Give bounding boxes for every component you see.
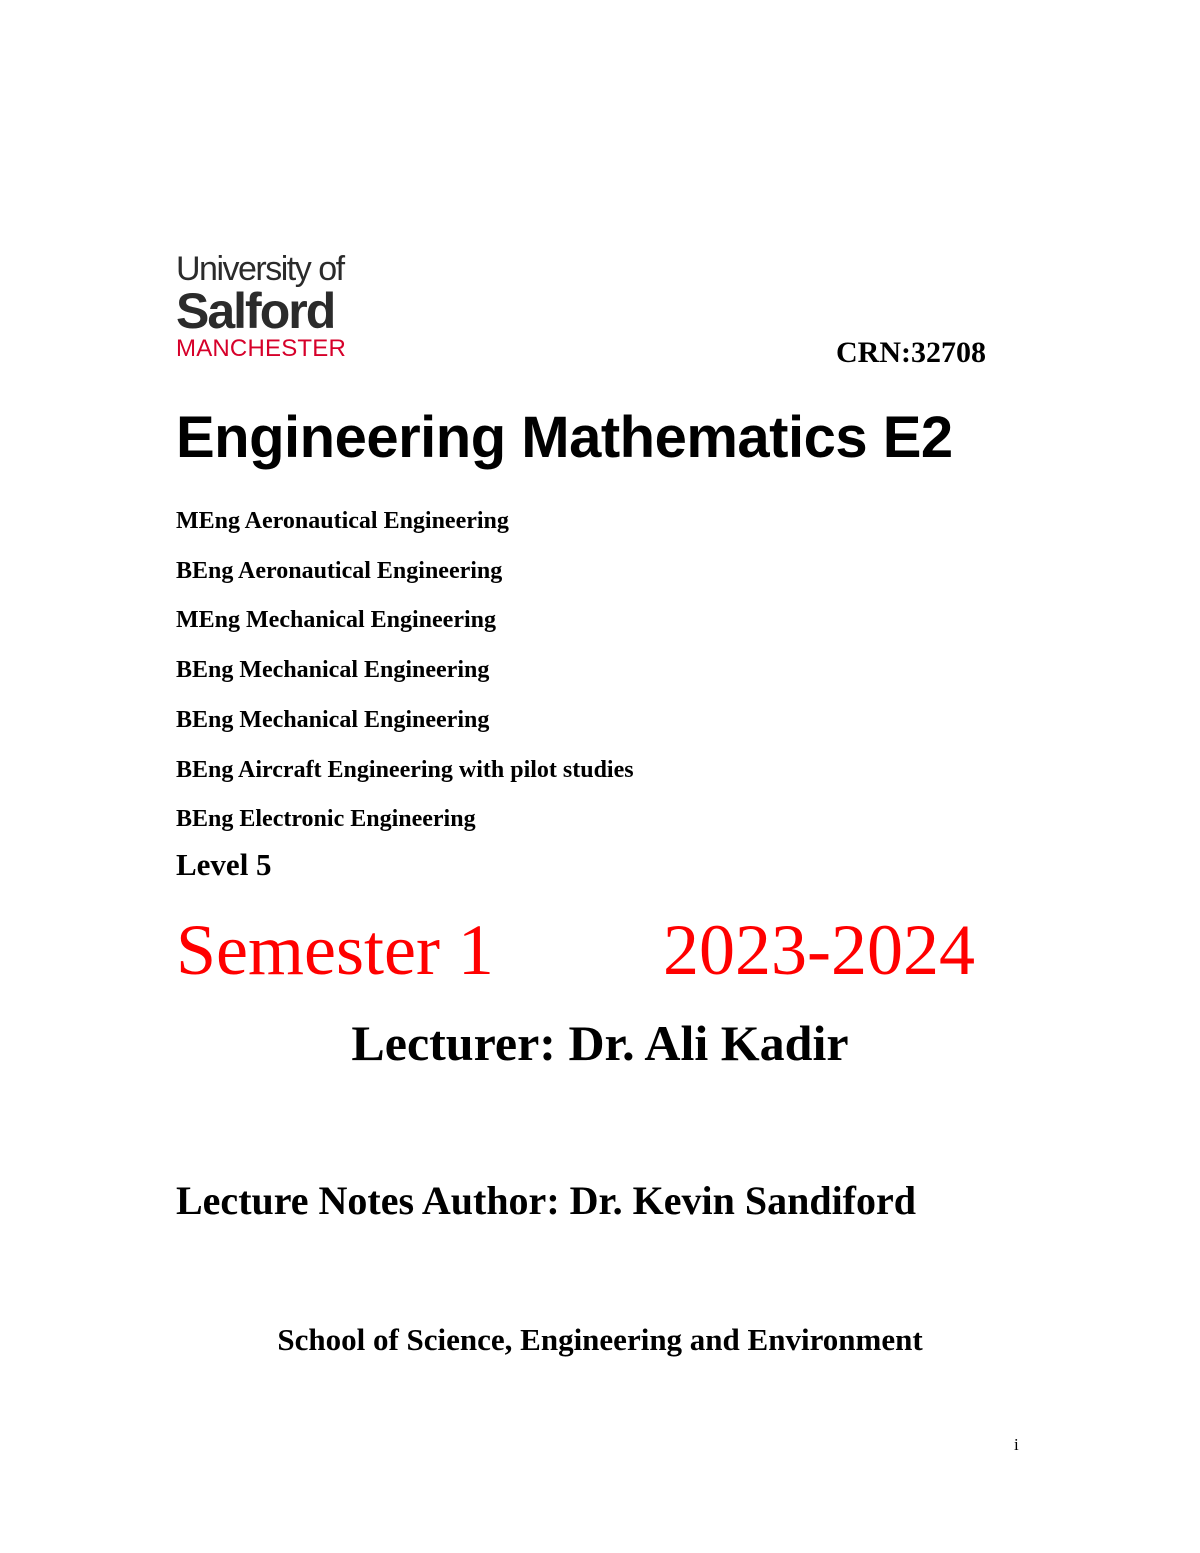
logo-line-manchester: MANCHESTER	[176, 335, 347, 362]
programme-item: MEng Mechanical Engineering	[176, 607, 496, 634]
programme-list	[176, 497, 634, 845]
academic-year-label: 2023-2024	[663, 910, 975, 990]
logo-line-university-of: University of	[176, 250, 344, 288]
programme-item: BEng Mechanical Engineering	[176, 706, 490, 733]
author-label: Lecture Notes Author: Dr. Kevin Sandiford	[176, 1178, 916, 1223]
university-logo	[176, 250, 366, 364]
programme-item: BEng Electronic Engineering	[176, 806, 476, 833]
crn-label: CRN:32708	[836, 336, 986, 369]
programme-item: BEng Mechanical Engineering	[176, 657, 490, 684]
lecturer-label: Lecturer: Dr. Ali Kadir	[351, 1015, 849, 1071]
semester-label: Semester 1	[176, 910, 494, 990]
programme-item: BEng Aeronautical Engineering	[176, 557, 503, 584]
page-number: i	[1014, 1435, 1019, 1454]
programme-item: BEng Aircraft Engineering with pilot studies	[176, 756, 634, 783]
programme-item: MEng Aeronautical Engineering	[176, 508, 509, 534]
logo-line-salford: Salford	[176, 283, 335, 339]
school-label: School of Science, Engineering and Environment	[277, 1322, 923, 1357]
page-title: Engineering Mathematics E2	[176, 405, 953, 470]
level-label: Level 5	[176, 847, 272, 882]
